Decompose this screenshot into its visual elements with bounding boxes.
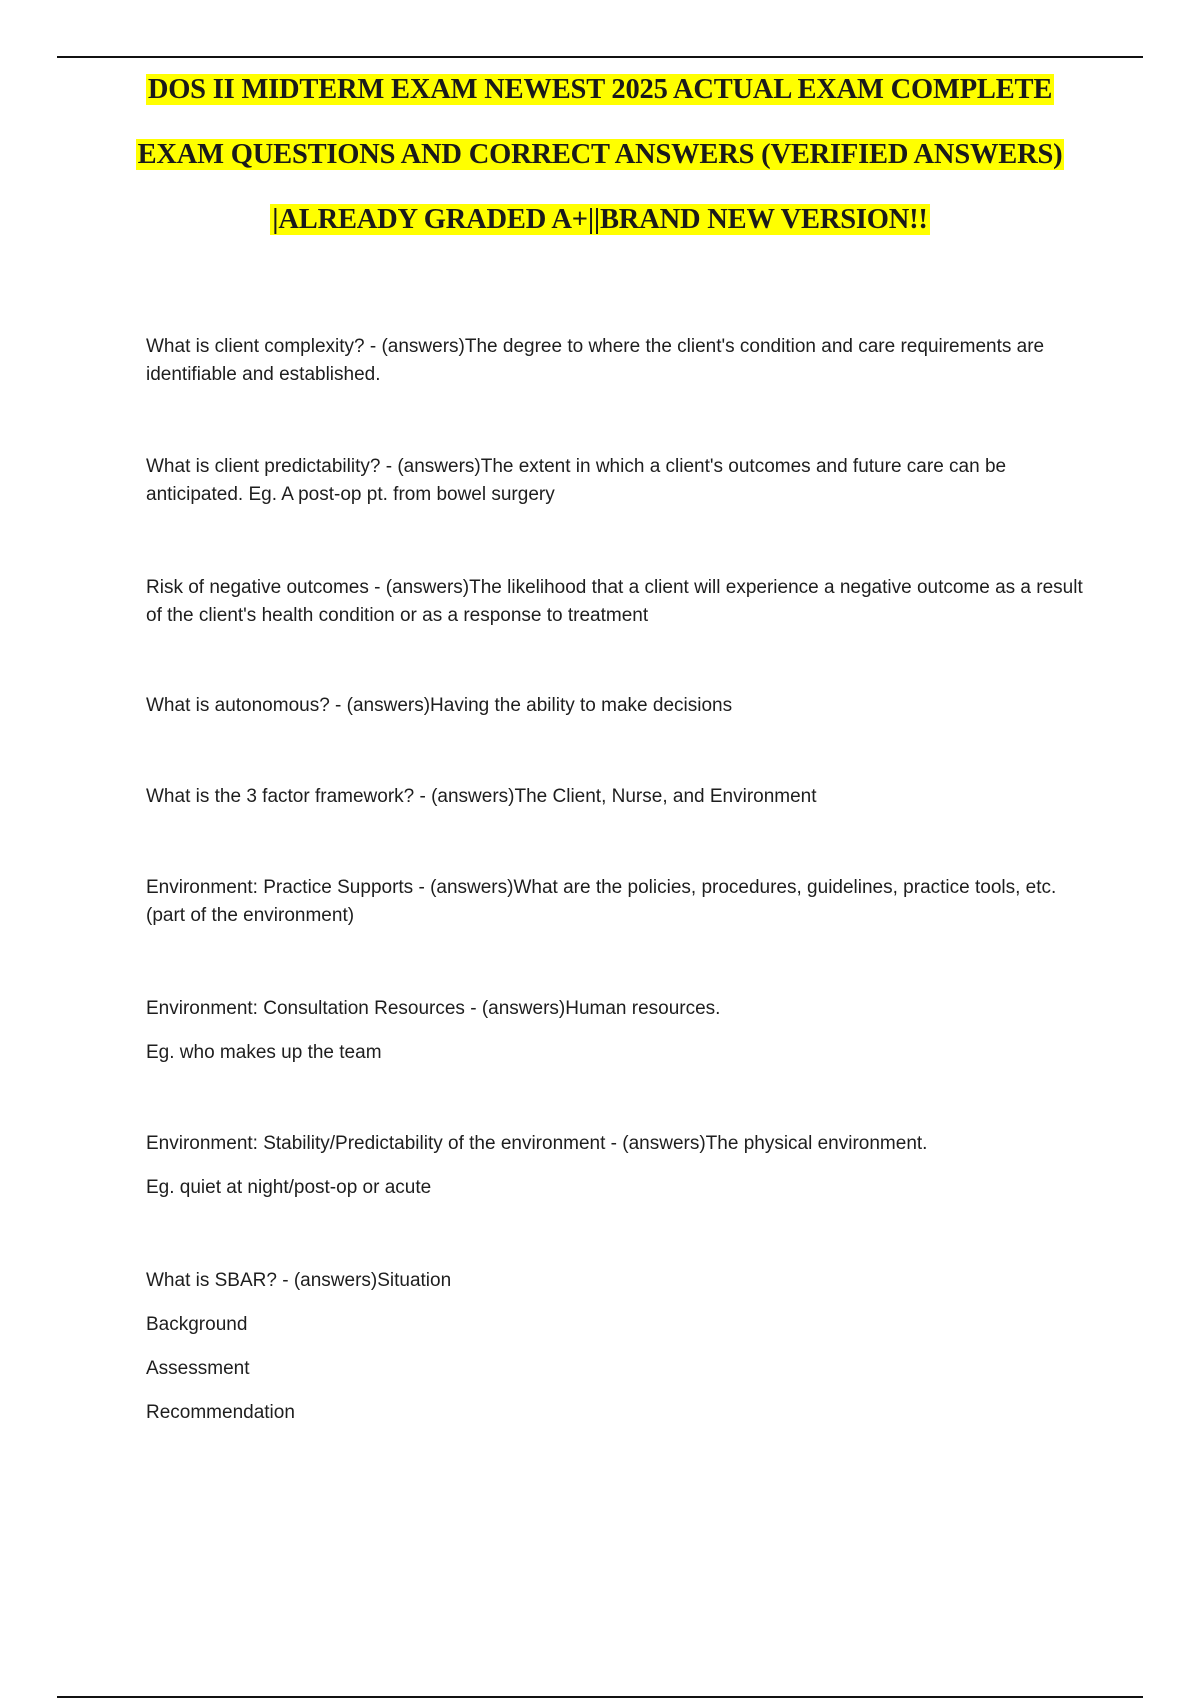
- qa-client-complexity: [146, 333, 1096, 389]
- qa-environment-stability: [146, 1130, 1096, 1202]
- qa-text: Environment: Stability/Predictability of the environment - (answers)The physical environment.: [146, 1133, 928, 1154]
- qa-text: Background: [146, 1314, 248, 1335]
- qa-sbar: [146, 1267, 1096, 1427]
- qa-autonomous: [146, 692, 1096, 720]
- title-line-1: DOS II MIDTERM EXAM NEWEST 2025 ACTUAL EXAM COMPLETE: [147, 74, 1053, 105]
- qa-text: Risk of negative outcomes - (answers)The likelihood that a client will experience a negative outcome as a result of the client's health condition or as a response to treatment: [146, 577, 1083, 626]
- qa-risk-negative-outcomes: [146, 574, 1096, 630]
- qa-client-predictability: [146, 453, 1096, 509]
- qa-text: Eg. who makes up the team: [146, 1042, 382, 1063]
- qa-text: What is autonomous? - (answers)Having the ability to make decisions: [146, 695, 733, 716]
- title-line-2: EXAM QUESTIONS AND CORRECT ANSWERS (VERIFIED ANSWERS): [137, 139, 1063, 170]
- qa-text: What is the 3 factor framework? - (answers)The Client, Nurse, and Environment: [146, 786, 817, 807]
- qa-text: Assessment: [146, 1358, 250, 1379]
- qa-3-factor-framework: [146, 783, 1096, 811]
- qa-text: Environment: Practice Supports - (answers)What are the policies, procedures, guidelines, practice tools, etc. (part of the environment): [146, 877, 1057, 926]
- qa-text: What is client complexity? - (answers)The degree to where the client's condition and care requirements are identifiable and established.: [146, 336, 1045, 385]
- qa-practice-supports: [146, 874, 1096, 930]
- qa-text: What is client predictability? - (answers)The extent in which a client's outcomes and future care can be anticipated. Eg. A post-op pt. from bowel surgery: [146, 456, 1007, 505]
- qa-text: Environment: Consultation Resources - (answers)Human resources.: [146, 998, 721, 1019]
- qa-text: Eg. quiet at night/post-op or acute: [146, 1177, 432, 1198]
- qa-text: Recommendation: [146, 1402, 295, 1423]
- bottom-rule: [57, 1696, 1143, 1698]
- title-line-3: |ALREADY GRADED A+||BRAND NEW VERSION!!: [272, 204, 928, 235]
- document-title: [57, 66, 1143, 261]
- qa-consultation-resources: [146, 995, 1096, 1067]
- qa-text: What is SBAR? - (answers)Situation: [146, 1270, 452, 1291]
- top-rule: [57, 56, 1143, 58]
